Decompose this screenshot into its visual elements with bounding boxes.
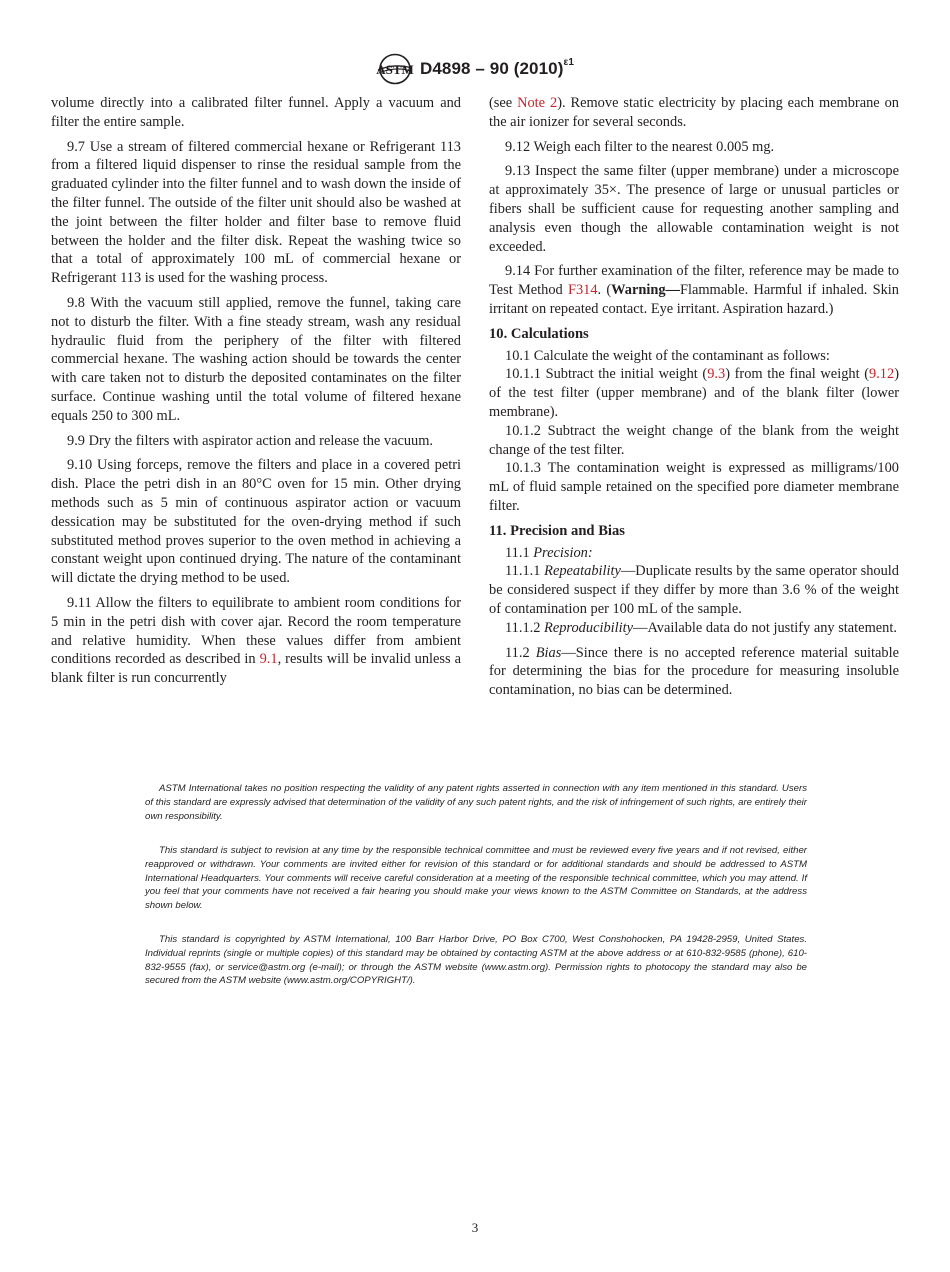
section-9-7: 9.7 Use a stream of filtered commercial hexane or Refrigerant 113 from a filtered liquid dispenser to rinse the residual sample from the graduated cylinder into the filter funnel and to wash down the inside of the filter funnel. The outside of the filter unit should also be washed at the joint between the filter holder and filter base to remove fluid between the holder and the filter disk. Repeat the washing twice so that a total of approximately 100 mL of commercial hexane or Refrigerant 113 is used for the washing process. xyxy=(51,138,461,287)
section-10-1-3: 10.1.3 The contamination weight is expressed as milligrams/100 mL of fluid sample retained on the specified pore diameter membrane filter. xyxy=(489,460,899,514)
section-11-1-1: 11.1.1 Repeatability—Duplicate results by the same operator should be considered suspect if they differ by more than 3.6 % of the weight of contamination per 100 mL of the sample. xyxy=(489,563,899,617)
footer-patent-notice: ASTM International takes no position respecting the validity of any patent rights asserted in connection with any item mentioned in this standard. Users of this standard are expressly advised that determination of the validity of any such patent rights, and the risk of infringement of such rights, are entirely their own responsibility. xyxy=(145,783,807,822)
document-designation: D4898 – 90 $(2010)^{\varepsilon 1}$ xyxy=(420,57,574,78)
page-header xyxy=(0,52,950,86)
heading-precision-and-bias: 11. Precision and Bias xyxy=(489,522,625,539)
footer-copyright-notice: This standard is copyrighted by ASTM International, 100 Barr Harbor Drive, PO Box C700, West Conshohocken, PA 19428-2959, United States. Individual reprints (single or multiple copies) of this standard may be obtained by contacting ASTM at the above address or at 610-832-9585 (phone), 610-832-9555 (fax), or service@astm.org (e-mail); or through the ASTM website (www.astm.org). Permission rights to photocopy the standard may also be secured from the ASTM website (www.astm.org/COPYRIGHT/). xyxy=(145,934,807,987)
svg-text:ASTM: ASTM xyxy=(376,62,414,77)
astm-logo-icon xyxy=(376,53,414,85)
section-9-8: 9.8 With the vacuum still applied, remove the funnel, taking care not to disturb the filter. With a fine steady stream, wash any residual hydraulic fluid from the periphery of the filter with filtered commercial hexane. The washing action should be towards the center with care taken not to disturb the deposited contaminates on the filter surface. Continue washing until the total volume of filtered hexane equals 250 to 300 mL. xyxy=(51,294,461,424)
paragraph-continuation: volume directly into a calibrated filter funnel. Apply a vacuum and filter the entire sample. xyxy=(51,95,461,130)
section-11-2: 11.2 Bias—Since there is no accepted reference material suitable for determining the bias for the procedure for measuring insoluble contamination, no bias can be determined. xyxy=(489,644,899,699)
section-9-13: 9.13 Inspect the same filter (upper membrane) under a microscope at approximately 35×. The presence of large or unusual particles or fibers shall be sufficient cause for requesting another sampling and analysis even though the allowable contamination weight is not exceeded. xyxy=(489,163,899,255)
page-number: 3 xyxy=(471,1220,479,1235)
section-11-1-2: 11.1.2 Reproducibility—Available data do not justify any statement. xyxy=(505,619,897,636)
link-9-12[interactable]: 9.12 xyxy=(869,366,895,383)
right-column xyxy=(489,94,899,706)
section-9-9: 9.9 Dry the filters with aspirator action and release the vacuum. xyxy=(67,432,434,449)
link-note-2[interactable]: Note 2 xyxy=(517,95,558,111)
warning-label: Warning— xyxy=(611,282,680,299)
link-f314[interactable]: F314 xyxy=(567,282,598,299)
section-9-11: 9.11 Allow the filters to equilibrate to ambient room conditions for 5 min in the petri dish with cover ajar. Record the room temperature and relative humidity. When these values differ from ambient conditions recorded as described in 9.1, results will be invalid unless a blank filter is run concurrently xyxy=(51,594,461,687)
section-10-1: 10.1 Calculate the weight of the contaminant as follows: xyxy=(505,347,830,364)
section-9-14: 9.14 For further examination of the filter, reference may be made to Test Method F314. (Warning—Flammable. Harmful if inhaled. Skin irritant on repeated contact. Eye irritant. Aspiration hazard.) xyxy=(489,263,899,317)
section-10-1-1: 10.1.1 Subtract the initial weight (9.3) from the final weight (9.12) of the test filter (upper membrane) and of the blank filter (lower membrane). xyxy=(489,366,899,420)
paragraph-continuation-right: (see Note 2). Remove static electricity by placing each membrane on the air ionizer for several seconds. xyxy=(489,95,899,130)
section-10-1-2: 10.1.2 Subtract the weight change of the blank from the weight change of the test filter. xyxy=(489,422,899,458)
section-11-1: 11.1 Precision: xyxy=(505,544,593,561)
left-column xyxy=(51,94,461,694)
link-9-3[interactable]: 9.3 xyxy=(707,366,726,383)
section-9-12: 9.12 Weigh each filter to the nearest 0.005 mg. xyxy=(505,138,775,155)
link-9-1[interactable]: 9.1 xyxy=(259,651,278,668)
heading-calculations: 10. Calculations xyxy=(489,325,589,342)
footer-revision-notice: This standard is subject to revision at any time by the responsible technical committee and must be reviewed every five years and if not revised, either reapproved or withdrawn. Your comments are invited either for revision of this standard or for additional standards and should be addressed to ASTM International Headquarters. Your comments will receive careful consideration at a meeting of the responsible technical committee, which you may attend. If you feel that your comments have not received a fair hearing you should make your views known to the ASTM Committee on Standards, at the address shown below. xyxy=(145,845,807,912)
section-9-10: 9.10 Using forceps, remove the filters and place in a covered petri dish. Place the petri dish in an 80°C oven for 15 min. Other drying methods such as 5 min of continuous aspirator action or vacuum dessication may be substituted for the oven-drying method if such substituted method proves superior to the oven method in achieving a constant weight upon continued drying. The nature of the contaminant will dictate the drying method to be used. xyxy=(51,457,461,587)
